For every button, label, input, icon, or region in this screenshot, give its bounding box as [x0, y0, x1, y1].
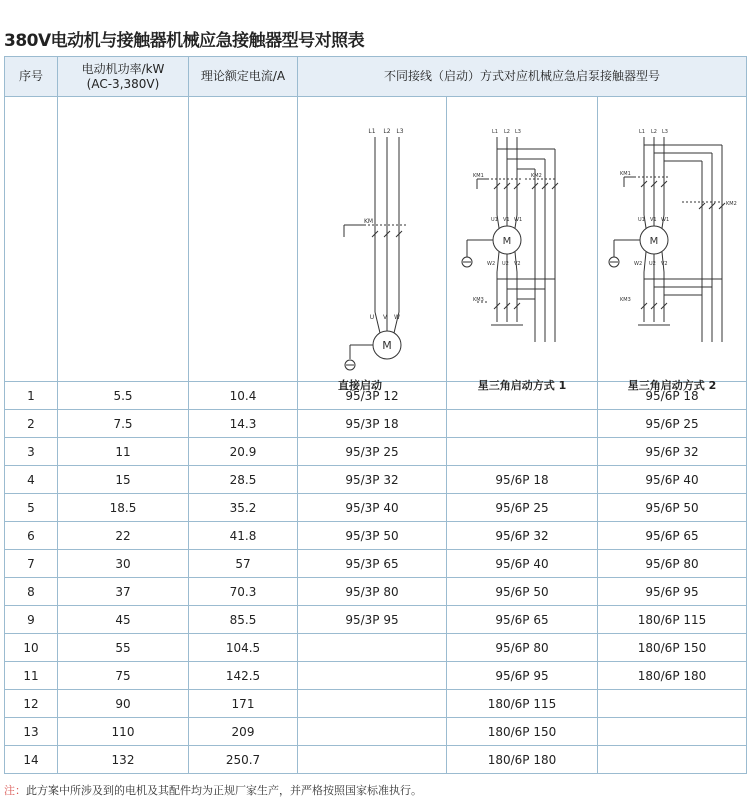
diagram-empty-2: [58, 97, 189, 382]
cell-current: 70.3: [189, 578, 298, 606]
cell-star-delta-1-model: 95/6P 80: [447, 634, 598, 662]
d2-v1-label: V1: [503, 217, 510, 223]
d1-l2-label: L2: [383, 128, 391, 135]
cell-current: 142.5: [189, 662, 298, 690]
d3-l2-label: L2: [651, 129, 657, 135]
d3-v2-label: V2: [661, 261, 668, 267]
header-power-line2: (AC-3,380V): [86, 76, 160, 91]
cell-star-delta-2-model: 180/6P 180: [598, 662, 747, 690]
header-contactor-model: 不同接线（启动）方式对应机械应急启泵接触器型号: [298, 57, 747, 97]
cell-direct-model: 95/3P 32: [298, 466, 447, 494]
cell-star-delta-1-model: 95/6P 50: [447, 578, 598, 606]
header-power: [58, 57, 189, 97]
cell-power: 75: [58, 662, 189, 690]
cell-index: 1: [5, 382, 58, 410]
cell-star-delta-1-model: [447, 438, 598, 466]
footnote-text: 此方案中所涉及到的电机及其配件均为正规厂家生产，并严格按照国家标准执行。: [26, 784, 422, 797]
cell-index: 3: [5, 438, 58, 466]
d3-km3-label: KM3: [620, 297, 631, 303]
d1-v-label: V: [382, 314, 388, 321]
cell-star-delta-1-model: [447, 410, 598, 438]
cell-direct-model: 95/3P 95: [298, 606, 447, 634]
diagram-star-delta-2: [598, 97, 747, 392]
cell-index: 9: [5, 606, 58, 634]
cell-current: 250.7: [189, 746, 298, 774]
footnote: [4, 782, 422, 798]
d3-km1-label: KM1: [620, 171, 631, 177]
cell-power: 7.5: [58, 410, 189, 438]
cell-power: 132: [58, 746, 189, 774]
d1-km-label: KM: [364, 218, 374, 225]
d2-km2-label: KM2: [531, 173, 542, 179]
star-delta-1-circuit-icon: [447, 97, 598, 381]
table-row: [5, 662, 747, 690]
d2-l3-label: L3: [515, 129, 521, 135]
cell-direct-model: [298, 634, 447, 662]
direct-start-circuit-icon: [298, 97, 447, 381]
cell-star-delta-2-model: [598, 690, 747, 718]
cell-current: 85.5: [189, 606, 298, 634]
cell-current: 20.9: [189, 438, 298, 466]
d3-u2-label: U2: [649, 261, 656, 267]
table-row: [5, 438, 747, 466]
cell-index: 10: [5, 634, 58, 662]
cell-power: 110: [58, 718, 189, 746]
table-row: [5, 410, 747, 438]
cell-power: 22: [58, 522, 189, 550]
cell-current: 35.2: [189, 494, 298, 522]
cell-power: 11: [58, 438, 189, 466]
d1-u-label: U: [369, 314, 375, 321]
cell-index: 13: [5, 718, 58, 746]
cell-direct-model: 95/3P 12: [298, 382, 447, 410]
table-row: [5, 522, 747, 550]
cell-current: 171: [189, 690, 298, 718]
cell-index: 6: [5, 522, 58, 550]
d2-km3-label: KM3: [473, 297, 484, 303]
cell-star-delta-2-model: 95/6P 50: [598, 494, 747, 522]
footnote-label: 注：: [4, 784, 26, 797]
d3-w2-label: W2: [634, 261, 643, 267]
cell-current: 41.8: [189, 522, 298, 550]
cell-star-delta-1-model: 95/6P 18: [447, 466, 598, 494]
diagram-star-delta-1-caption: 星三角启动方式 1: [477, 379, 567, 392]
d3-u1-label: U1: [638, 217, 645, 223]
cell-power: 15: [58, 466, 189, 494]
cell-power: 37: [58, 578, 189, 606]
d2-l1-label: L1: [492, 129, 498, 135]
d3-v1-label: V1: [650, 217, 657, 223]
diagram-direct-caption: 直接启动: [338, 379, 382, 392]
diagram-empty-3: [189, 97, 298, 382]
table-row: [5, 746, 747, 774]
diagram-empty-1: [5, 97, 58, 382]
cell-direct-model: [298, 718, 447, 746]
table-row: [5, 578, 747, 606]
cell-direct-model: [298, 746, 447, 774]
d2-w2-label: W2: [487, 261, 496, 267]
d1-l1-label: L1: [368, 128, 376, 135]
cell-star-delta-1-model: 95/6P 32: [447, 522, 598, 550]
star-delta-2-circuit-icon: [598, 97, 747, 381]
cell-star-delta-2-model: [598, 718, 747, 746]
cell-index: 11: [5, 662, 58, 690]
cell-current: 104.5: [189, 634, 298, 662]
cell-star-delta-2-model: 95/6P 25: [598, 410, 747, 438]
cell-star-delta-2-model: [598, 746, 747, 774]
table-row: [5, 634, 747, 662]
cell-direct-model: 95/3P 65: [298, 550, 447, 578]
cell-power: 90: [58, 690, 189, 718]
cell-direct-model: 95/3P 40: [298, 494, 447, 522]
cell-star-delta-2-model: 180/6P 150: [598, 634, 747, 662]
table-body: [5, 382, 747, 774]
cell-index: 4: [5, 466, 58, 494]
cell-star-delta-2-model: 95/6P 18: [598, 382, 747, 410]
diagram-direct-start: [298, 97, 447, 392]
table-row: [5, 466, 747, 494]
d2-u1-label: U1: [491, 217, 498, 223]
cell-direct-model: 95/3P 50: [298, 522, 447, 550]
d1-w-label: W: [394, 314, 400, 321]
cell-index: 2: [5, 410, 58, 438]
table-row: [5, 494, 747, 522]
cell-star-delta-2-model: 180/6P 115: [598, 606, 747, 634]
d1-motor-label: M: [382, 339, 392, 352]
cell-power: 30: [58, 550, 189, 578]
page-title: 380V电动机与接触器机械应急接触器型号对照表: [4, 31, 365, 51]
cell-direct-model: 95/3P 18: [298, 410, 447, 438]
d3-km2-label: KM2: [726, 201, 737, 207]
contactor-table: [4, 56, 747, 774]
cell-star-delta-1-model: 95/6P 40: [447, 550, 598, 578]
table-row: [5, 718, 747, 746]
cell-star-delta-1-model: 95/6P 65: [447, 606, 598, 634]
d3-l3-label: L3: [662, 129, 668, 135]
diagram-star-delta-2-caption: 星三角启动方式 2: [627, 379, 717, 392]
cell-current: 14.3: [189, 410, 298, 438]
cell-index: 14: [5, 746, 58, 774]
cell-index: 7: [5, 550, 58, 578]
cell-star-delta-2-model: 95/6P 80: [598, 550, 747, 578]
cell-direct-model: 95/3P 25: [298, 438, 447, 466]
cell-current: 57: [189, 550, 298, 578]
d2-w1-label: W1: [514, 217, 523, 223]
d2-km1-label: KM1: [473, 173, 484, 179]
cell-direct-model: [298, 690, 447, 718]
cell-star-delta-1-model: 95/6P 25: [447, 494, 598, 522]
cell-direct-model: [298, 662, 447, 690]
diagram-star-delta-1: [447, 97, 598, 392]
cell-power: 45: [58, 606, 189, 634]
cell-star-delta-1-model: 95/6P 95: [447, 662, 598, 690]
cell-index: 8: [5, 578, 58, 606]
table-row: [5, 690, 747, 718]
d2-l2-label: L2: [504, 129, 510, 135]
d1-l3-label: L3: [396, 128, 404, 135]
d2-u2-label: U2: [502, 261, 509, 267]
d3-w1-label: W1: [661, 217, 670, 223]
d2-v2-label: V2: [514, 261, 521, 267]
d2-motor-label: M: [502, 236, 512, 247]
cell-power: 5.5: [58, 382, 189, 410]
cell-power: 55: [58, 634, 189, 662]
cell-index: 5: [5, 494, 58, 522]
d3-l1-label: L1: [639, 129, 645, 135]
cell-current: 10.4: [189, 382, 298, 410]
table-row: [5, 550, 747, 578]
header-row: [5, 57, 747, 97]
cell-current: 209: [189, 718, 298, 746]
d3-motor-label: M: [649, 236, 659, 247]
cell-star-delta-1-model: 180/6P 150: [447, 718, 598, 746]
header-index: 序号: [5, 57, 58, 97]
cell-star-delta-2-model: 95/6P 65: [598, 522, 747, 550]
cell-star-delta-1-model: 180/6P 180: [447, 746, 598, 774]
cell-current: 28.5: [189, 466, 298, 494]
table-row: [5, 606, 747, 634]
cell-star-delta-2-model: 95/6P 95: [598, 578, 747, 606]
cell-star-delta-1-model: 180/6P 115: [447, 690, 598, 718]
cell-direct-model: 95/3P 80: [298, 578, 447, 606]
diagram-row: [5, 97, 747, 382]
cell-star-delta-2-model: 95/6P 32: [598, 438, 747, 466]
cell-star-delta-2-model: 95/6P 40: [598, 466, 747, 494]
header-power-line1: 电动机功率/kW: [81, 61, 165, 76]
cell-index: 12: [5, 690, 58, 718]
cell-power: 18.5: [58, 494, 189, 522]
header-current: 理论额定电流/A: [189, 57, 298, 97]
